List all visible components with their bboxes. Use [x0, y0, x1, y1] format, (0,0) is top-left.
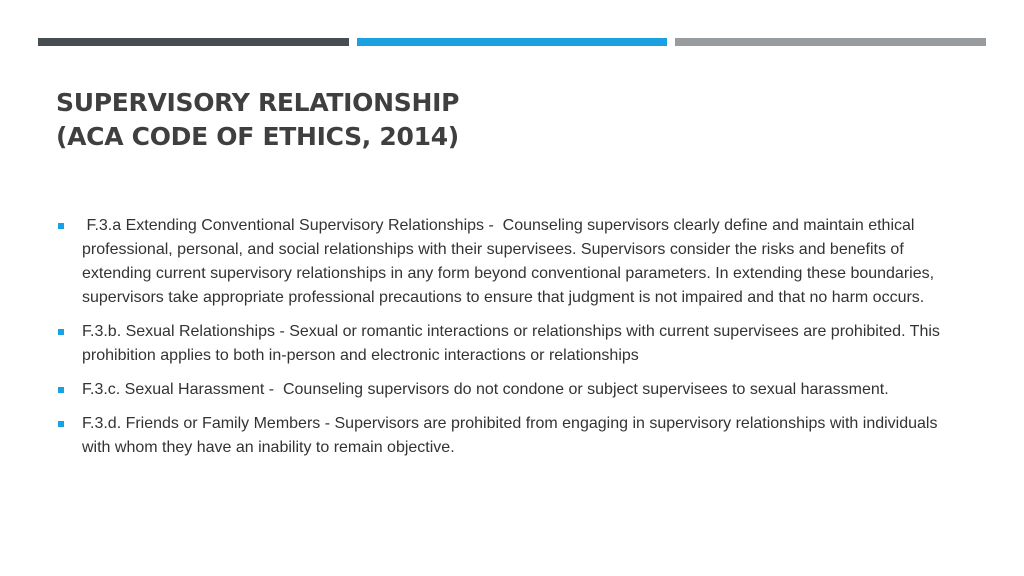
- slide-title-line-2: (ACA CODE OF ETHICS, 2014): [56, 122, 459, 151]
- bullet-text: F.3.d. Friends or Family Members - Supervisors are prohibited from engaging in supervisory relationships with individuals with whom they have an inability to remain objective.: [82, 415, 942, 456]
- slide-title: [56, 86, 956, 154]
- bullet-text: F.3.a Extending Conventional Supervisory Relationships - Counseling supervisors clearly define and maintain ethical professional, personal, and social relationships with their supervisees. Supervisors consider the risks and benefits of extending current supervisory relationships in any form beyond conventional parameters. In extending these boundaries, supervisors take appropriate professional precautions to ensure that judgment is not impaired and that no harm occurs.: [82, 217, 939, 306]
- square-bullet-icon: [58, 223, 64, 229]
- accent-bar-dark: [38, 38, 349, 46]
- list-item: [56, 378, 956, 402]
- bullet-text: F.3.b. Sexual Relationships - Sexual or romantic interactions or relationships with current supervisees are prohibited. This prohibition applies to both in-person and electronic interactions or relationships: [82, 323, 945, 364]
- list-item: [56, 214, 956, 310]
- accent-bar-blue: [357, 38, 667, 46]
- header-accent-bars: [38, 38, 986, 46]
- square-bullet-icon: [58, 387, 64, 393]
- bullet-text: F.3.c. Sexual Harassment - Counseling supervisors do not condone or subject supervisees to sexual harassment.: [82, 381, 889, 398]
- slide-title-line-1: SUPERVISORY RELATIONSHIP: [56, 88, 460, 117]
- square-bullet-icon: [58, 421, 64, 427]
- accent-bar-gray: [675, 38, 986, 46]
- bullet-list: [56, 214, 956, 470]
- list-item: [56, 320, 956, 368]
- list-item: [56, 412, 956, 460]
- square-bullet-icon: [58, 329, 64, 335]
